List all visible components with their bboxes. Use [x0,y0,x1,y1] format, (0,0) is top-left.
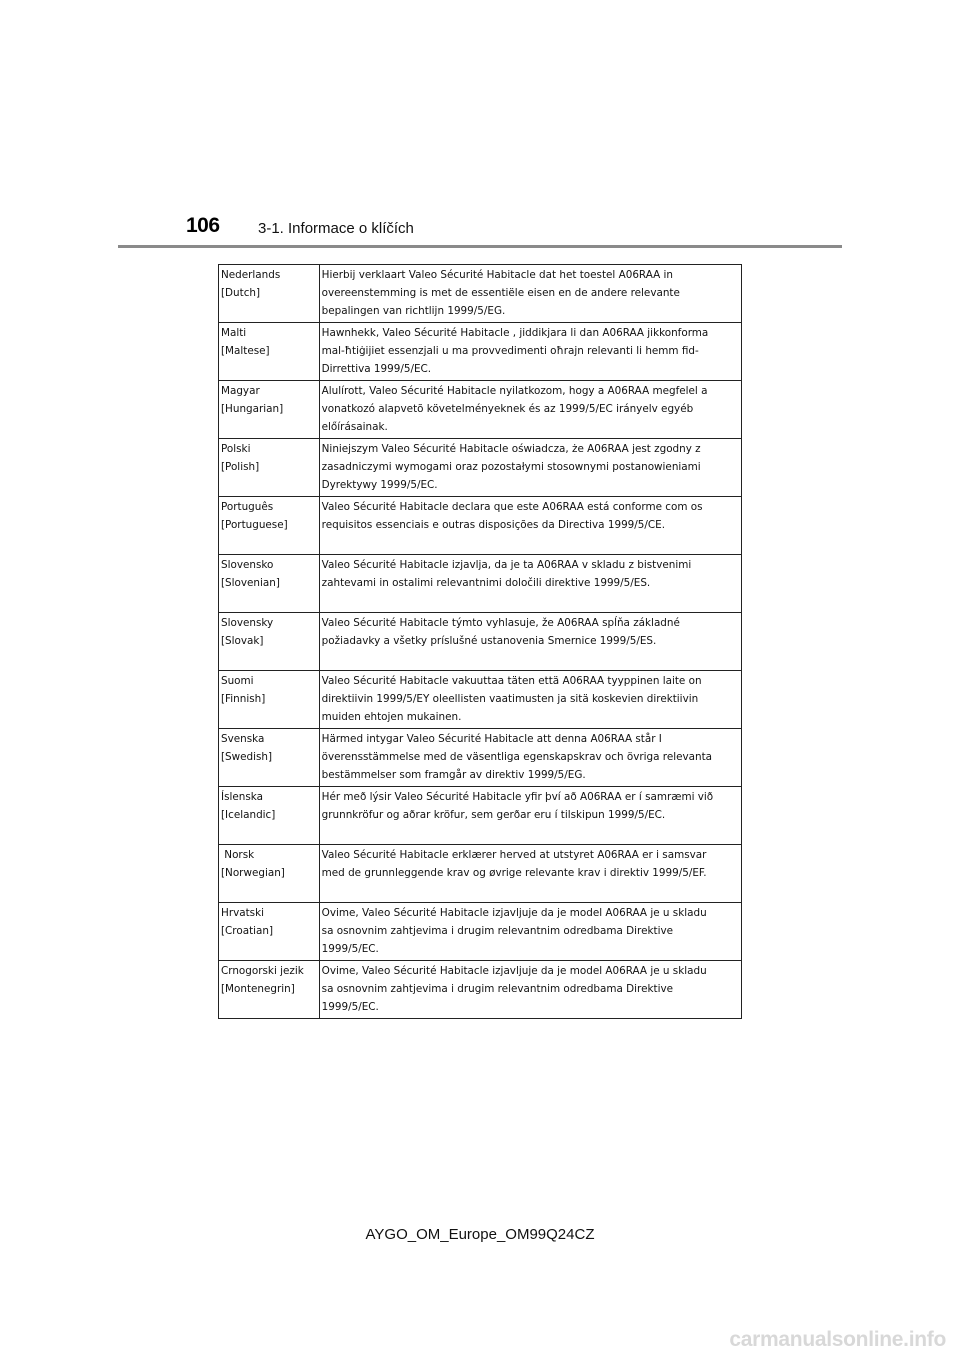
language-name: Malti [221,327,247,339]
declaration-row [219,381,742,439]
language-label: [Polish] [221,461,260,473]
declaration-text-cell [319,903,741,961]
declaration-table [218,264,742,1019]
language-name: Magyar [221,385,260,397]
declaration-text-line: Valeo Sécurité Habitacle erklærer herved at utstyret A06RAA er i samsvar [321,849,707,861]
language-label: [Finnish] [221,693,266,705]
declaration-text-line: 1999/5/EC. [321,1001,379,1013]
language-name: Polski [221,443,251,455]
language-label: [Icelandic] [221,809,276,821]
declaration-text-cell [319,787,741,845]
language-cell [219,555,320,613]
language-label: [Dutch] [221,287,261,299]
declaration-text-cell [319,555,741,613]
declaration-text-line: Alulírott, Valeo Sécurité Habitacle nyilatkozom, hogy a A06RAA megfelel a [321,385,708,397]
language-name: Português [221,501,274,513]
declaration-row [219,845,742,903]
language-label: [Montenegrin] [221,983,295,995]
declaration-row [219,265,742,323]
declaration-row [219,903,742,961]
watermark: carmanualsonline.info [729,1328,946,1351]
declaration-text-line [322,882,739,900]
declaration-text-line [322,534,739,552]
language-name: Crnogorski jezik [221,965,304,977]
declaration-text-line: Härmed intygar Valeo Sécurité Habitacle att denna A06RAA står I [321,733,662,745]
header-rule [118,245,842,248]
declaration-text-line: requisitos essenciais e outras disposições da Directiva 1999/5/CE. [321,519,666,531]
declaration-text-line [322,824,739,842]
declaration-text-cell [319,265,741,323]
declaration-text-line: sa osnovnim zahtjevima i drugim relevantnim odredbama Direktive [321,983,674,995]
declaration-text-line: överensstämmelse med de väsentliga egenskapskrav och övriga relevanta [321,751,713,763]
language-label: [Portuguese] [221,519,288,531]
declaration-text-cell [319,961,741,1019]
declaration-text-line: overeenstemming is met de essentiële eisen en de andere relevante [321,287,680,299]
declaration-text-cell [319,729,741,787]
declaration-text-line [322,650,739,668]
language-name: Slovensky [221,617,274,629]
language-label: [Swedish] [221,751,273,763]
declaration-text-cell [319,497,741,555]
language-label: [Slovak] [221,635,264,647]
declaration-row [219,439,742,497]
declaration-text-cell [319,439,741,497]
language-cell [219,903,320,961]
declaration-text-line: mal-ħtiġijiet essenzjali u ma provvedimenti oħrajn relevanti li hemm fid- [321,345,699,357]
document-code: AYGO_OM_Europe_OM99Q24CZ [365,1226,595,1243]
declaration-text-line: grunnkröfur og aðrar kröfur, sem gerðar eru í tilskipun 1999/5/EC. [321,809,666,821]
declaration-text-line: zasadniczymi wymogami oraz pozostałymi stosownymi postanowieniami [321,461,701,473]
declaration-text-line: Valeo Sécurité Habitacle declara que este A06RAA está conforme com os [321,501,703,513]
language-name: Nederlands [221,269,281,281]
declaration-text-line: Ovime, Valeo Sécurité Habitacle izjavljuje da je model A06RAA je u skladu [321,907,707,919]
declaration-text-line: 1999/5/EC. [321,943,379,955]
language-name: Norsk [221,849,255,861]
declaration-text-line: Hawnhekk, Valeo Sécurité Habitacle , jiddikjara li dan A06RAA jikkonforma [321,327,709,339]
language-name: Svenska [221,733,265,745]
declaration-row [219,555,742,613]
declaration-row [219,729,742,787]
declaration-text-line: Hér með lýsir Valeo Sécurité Habitacle yfir því að A06RAA er í samræmi við [321,791,714,803]
declaration-text-cell [319,613,741,671]
declaration-text-line: zahtevami in ostalimi relevantnimi določili direktive 1999/5/ES. [321,577,651,589]
declaration-text-line: Ovime, Valeo Sécurité Habitacle izjavljuje da je model A06RAA je u skladu [321,965,707,977]
language-cell [219,265,320,323]
declaration-row [219,323,742,381]
declaration-text-line: bepalingen van richtlijn 1999/5/EG. [321,305,506,317]
declaration-text-cell [319,671,741,729]
declaration-text-line: bestämmelser som framgår av direktiv 1999/5/EG. [321,769,586,781]
declaration-text-line: požiadavky a všetky príslušné ustanovenia Smernice 1999/5/ES. [321,635,657,647]
declaration-table-body [219,265,742,1019]
declaration-text-cell [319,381,741,439]
language-cell [219,845,320,903]
declaration-text-line: előírásainak. [321,421,388,433]
language-cell [219,381,320,439]
language-name: Suomi [221,675,254,687]
language-cell [219,323,320,381]
language-cell [219,961,320,1019]
declaration-text-line: Hierbij verklaart Valeo Sécurité Habitacle dat het toestel A06RAA in [321,269,674,281]
language-name: Íslenska [221,791,263,803]
declaration-text-line: Dyrektywy 1999/5/EC. [321,479,438,491]
declaration-text-line: sa osnovnim zahtjevima i drugim relevantnim odredbama Direktive [321,925,674,937]
declaration-text-line: Niniejszym Valeo Sécurité Habitacle oświadcza, że A06RAA jest zgodny z [321,443,701,455]
language-cell [219,671,320,729]
section-title: 3-1. Informace o klíčích [258,220,414,237]
declaration-row [219,613,742,671]
declaration-row [219,961,742,1019]
declaration-row [219,497,742,555]
language-name: Hrvatski [221,907,264,919]
language-label: [Slovenian] [221,577,280,589]
language-cell [219,729,320,787]
language-label: [Croatian] [221,925,274,937]
declaration-text-line: med de grunnleggende krav og øvrige relevante krav i direktiv 1999/5/EF. [321,867,707,879]
declaration-text-line [322,592,739,610]
declaration-text-line: muiden ehtojen mukainen. [321,711,462,723]
language-cell [219,497,320,555]
language-cell [219,613,320,671]
declaration-text-line: Valeo Sécurité Habitacle týmto vyhlasuje, že A06RAA spĺňa základné [321,617,680,629]
declaration-text-cell [319,845,741,903]
declaration-row [219,787,742,845]
declaration-row [219,671,742,729]
language-label: [Hungarian] [221,403,284,415]
language-cell [219,439,320,497]
declaration-text-cell [319,323,741,381]
declaration-text-line: Dirrettiva 1999/5/EC. [321,363,432,375]
declaration-text-line: Valeo Sécurité Habitacle izjavlja, da je ta A06RAA v skladu z bistvenimi [321,559,692,571]
language-cell [219,787,320,845]
page-number: 106 [186,214,220,237]
language-name: Slovensko [221,559,274,571]
declaration-text-line: vonatkozó alapvetõ követelményeknek és az 1999/5/EC irányelv egyéb [321,403,694,415]
declaration-text-line: direktiivin 1999/5/EY oleellisten vaatimusten ja sitä koskevien direktiivin [321,693,699,705]
language-label: [Norwegian] [221,867,285,879]
language-label: [Maltese] [221,345,270,357]
declaration-text-line: Valeo Sécurité Habitacle vakuuttaa täten että A06RAA tyyppinen laite on [321,675,702,687]
